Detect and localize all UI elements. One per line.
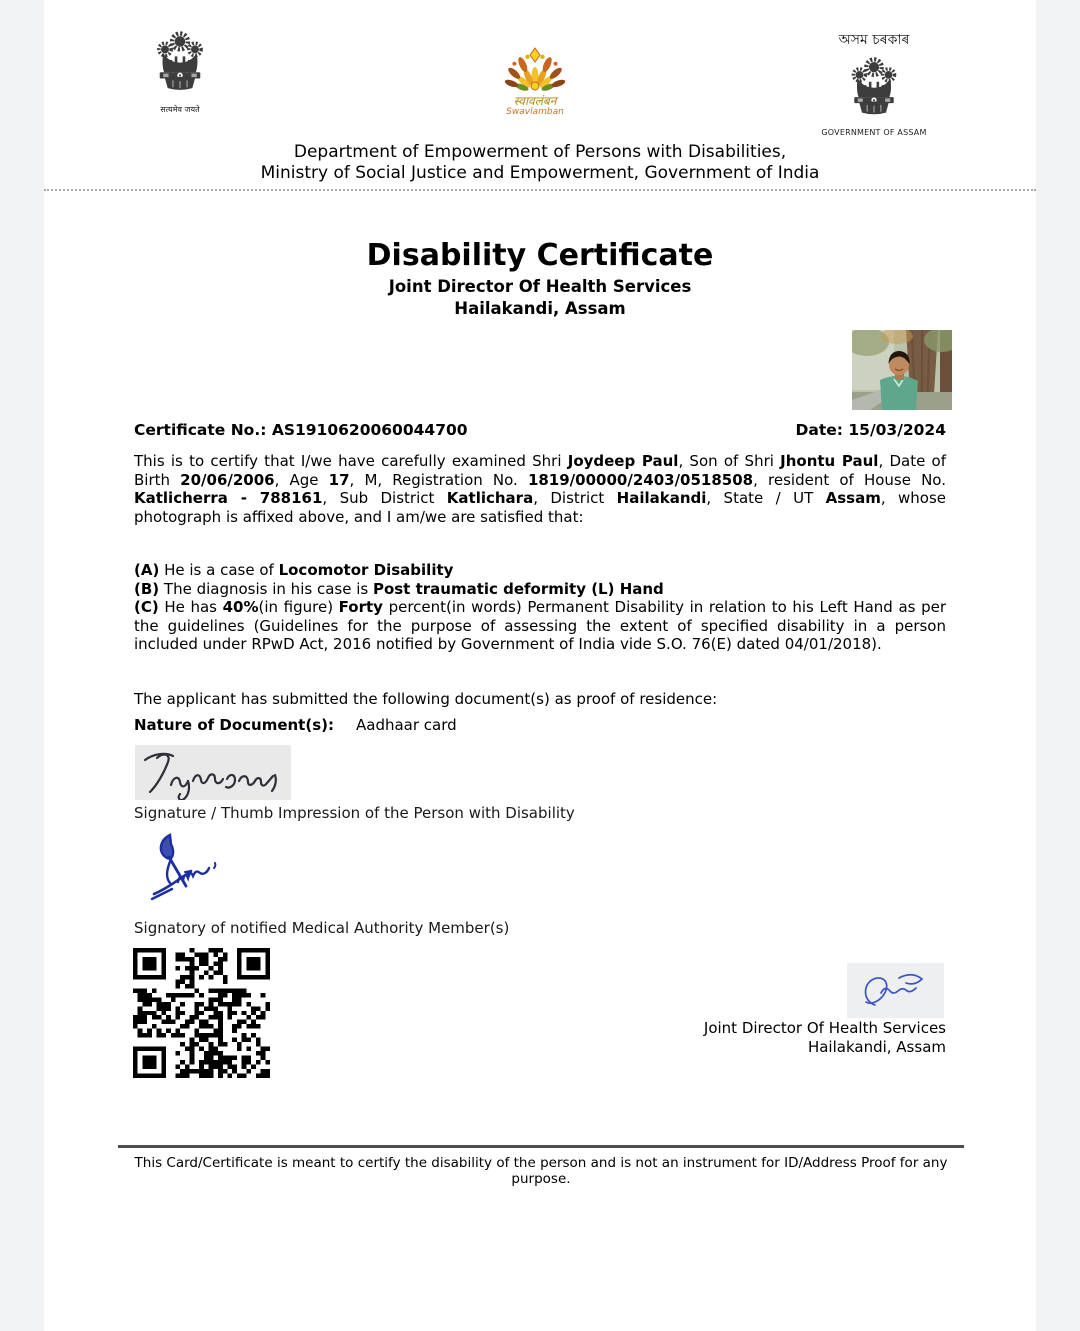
national-emblem-block: [142, 30, 218, 115]
father-name: Jhontu Paul: [780, 452, 879, 470]
house-number: Katlicherra - 788161: [134, 489, 323, 507]
issuing-place: Hailakandi, Assam: [454, 299, 626, 318]
department-line1: Department of Empowerment of Persons with Disabilities,: [293, 142, 787, 162]
issuer-title: Joint Director Of Health Services: [703, 1019, 946, 1037]
date-of-birth: 20/06/2006: [180, 470, 275, 489]
finding-c: (C) He has 40%(in figure) Forty percent(in words) Permanent Disability in relation to his Left Hand as per the guidelines (Guidelines for the purpose of assessing the extent of specified disability in a person included under RPwD Act, 2016 notified by Government of India vide S.O. 76(E) dated 04/01/2018).: [134, 598, 946, 653]
state-ut: Assam: [825, 489, 881, 507]
national-emblem-icon: [148, 30, 212, 104]
qr-code: [133, 948, 270, 1078]
issuing-authority: Joint Director Of Health Services: [388, 277, 692, 296]
nature-of-documents-label: Nature of Document(s):: [134, 716, 334, 734]
national-emblem-caption: सत्यमेव जयते: [160, 105, 200, 114]
swavlamban-logo-block: [488, 34, 582, 117]
residence-proof-line: The applicant has submitted the following document(s) as proof of residence:: [134, 690, 718, 708]
applicant-name: Joydeep Paul: [567, 452, 679, 470]
assam-emblem-block: [814, 28, 934, 137]
issuer-title-block: [644, 1019, 946, 1056]
intro-paragraph: This is to certify that I/we have carefully examined Shri Joydeep Paul, Son of Shri Jhontu Paul, Date of Birth 20/06/2006, Age 17, M, Registration No. 1819/00000/2403/0518508, resident of House No. Katlicherra - 788161, Sub District Katlichara, District Hailakandi, State / UT Assam, whose photograph is affixed above, and I am/we are satisfied that:: [134, 452, 946, 526]
sub-district: Katlichara: [446, 489, 534, 507]
certificate-meta-row: [134, 421, 946, 439]
finding-a: (A) He is a case of Locomotor Disability: [134, 561, 454, 579]
medical-authority-signature-icon: [142, 830, 237, 902]
certificate-date: Date: 15/03/2024: [795, 421, 946, 439]
qr-code-canvas: [133, 948, 270, 1078]
assam-emblem-icon: [846, 56, 902, 128]
finding-b: (B) The diagnosis in his case is Post traumatic deformity (L) Hand: [134, 579, 664, 598]
applicant-signature: [135, 745, 291, 800]
certificate-number: Certificate No.: AS1910620060044700: [134, 421, 468, 439]
applicant-signature-caption: Signature / Thumb Impression of the Person with Disability: [134, 804, 575, 822]
certificate-page: [44, 0, 1036, 1331]
issuer-location: Hailakandi, Assam: [807, 1037, 946, 1056]
nature-of-documents-line: [134, 716, 946, 735]
department-line2: Ministry of Social Justice and Empowerment, Government of India: [260, 163, 820, 183]
issuer-signature-icon: [847, 963, 944, 1018]
department-lines: [44, 142, 1036, 184]
registration-number: 1819/00000/2403/0518508: [527, 470, 754, 489]
medical-authority-signature: [142, 830, 237, 902]
header-separator: [44, 189, 1036, 191]
swavlamban-logo-icon: [488, 34, 582, 96]
applicant-signature-icon: [135, 745, 291, 800]
assam-government-title: অসম চৰকাৰ: [838, 32, 910, 48]
assam-emblem-caption: GOVERNMENT OF ASSAM: [821, 128, 927, 137]
swavlamban-caption: स्वावलंबन: [513, 94, 557, 108]
age-value: 17: [328, 470, 350, 489]
findings-block: [134, 561, 946, 654]
applicant-photo: [852, 330, 952, 410]
district: Hailakandi: [616, 489, 707, 507]
nature-of-documents-value: Aadhaar card: [356, 716, 457, 734]
medical-authority-caption: Signatory of notified Medical Authority Member(s): [134, 919, 510, 937]
footer-disclaimer: This Card/Certificate is meant to certify the disability of the person and is not an instrument for ID/Address Proof for any purpose.: [134, 1155, 948, 1187]
footer-divider: [118, 1145, 964, 1148]
page-title: Disability Certificate: [366, 238, 714, 273]
issuer-signature: [847, 963, 944, 1018]
swavlamban-subcaption: Swavlamban: [506, 107, 564, 117]
